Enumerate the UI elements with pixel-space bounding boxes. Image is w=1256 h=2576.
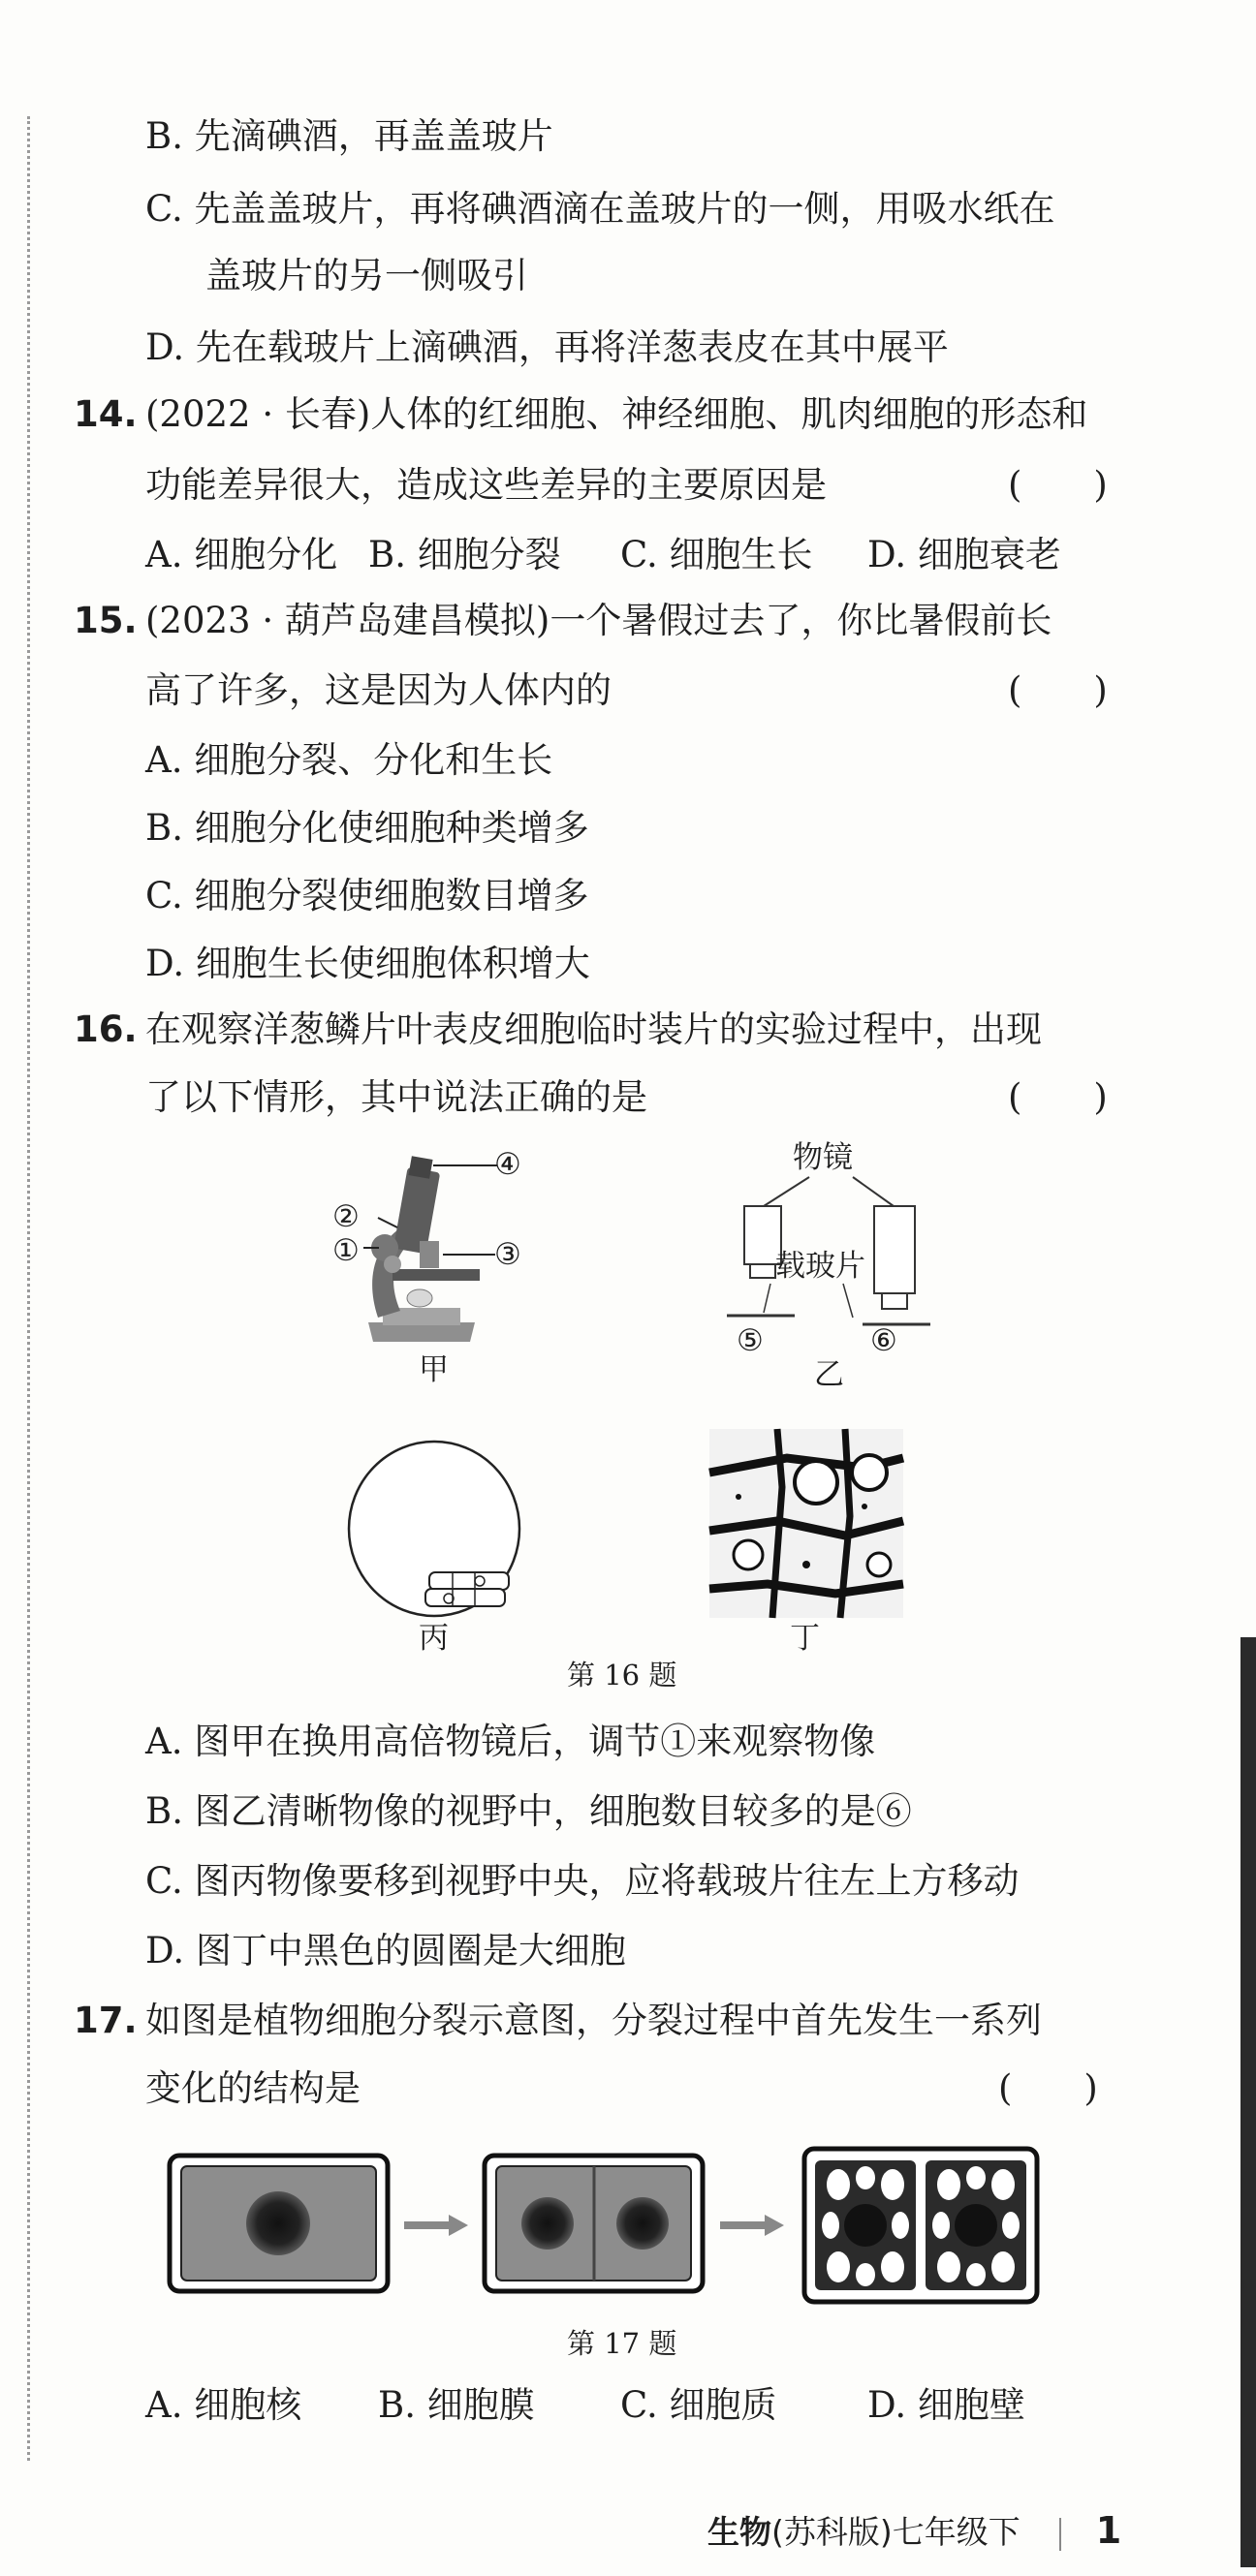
q13-option-c-line1: C. 先盖盖玻片，再将碘酒滴在盖玻片的一侧，用吸水纸在	[145, 188, 1055, 230]
q15-answer-paren: ( )	[1008, 669, 1108, 711]
page-number: 1	[1095, 2509, 1122, 2552]
q13-option-c-line2: 盖玻片的另一侧吸引	[205, 255, 528, 296]
q16-option-d: D. 图丁中黑色的圆圈是大细胞	[145, 1930, 626, 1971]
label-3: ③	[494, 1237, 521, 1272]
q16-answer-paren: ( )	[1008, 1076, 1108, 1118]
q14-number: 14.	[74, 393, 138, 435]
q17-option-a: A. 细胞核	[145, 2384, 302, 2426]
q16-option-a: A. 图甲在换用高倍物镜后，调节①来观察物像	[145, 1721, 876, 1762]
figure-label-bing: 丙	[419, 1621, 449, 1656]
label-1: ①	[332, 1233, 360, 1268]
q16-stem-line1: 在观察洋葱鳞片叶表皮细胞临时装片的实验过程中，出现	[145, 1009, 1042, 1050]
q15-number: 15.	[74, 600, 138, 641]
q16-figure-caption: 第 16 题	[567, 1659, 677, 1691]
q17-figure-caption: 第 17 题	[567, 2327, 677, 2360]
footer-grade: 七年级下	[892, 2513, 1020, 2551]
q16-option-b: B. 图乙清晰物像的视野中，细胞数目较多的是⑥	[145, 1790, 912, 1832]
footer-subject: 生物	[707, 2513, 771, 2551]
q15-option-d: D. 细胞生长使细胞体积增大	[145, 943, 590, 984]
q17-option-d: D. 细胞壁	[867, 2384, 1025, 2426]
footer-edition: (苏科版)	[771, 2513, 893, 2551]
figure-label-yi: 乙	[814, 1357, 844, 1392]
label-objective: 物镜	[793, 1140, 853, 1175]
q15-option-a: A. 细胞分裂、分化和生长	[145, 739, 553, 781]
q17-option-b: B. 细胞膜	[378, 2384, 535, 2426]
label-5: ⑤	[737, 1323, 764, 1358]
q17-answer-paren: ( )	[998, 2067, 1098, 2109]
q16-option-c: C. 图丙物像要移到视野中央，应将载玻片往左上方移动	[145, 1860, 1020, 1902]
q14-option-b: B. 细胞分裂	[368, 534, 561, 575]
footer-separator	[1059, 2518, 1061, 2551]
figure-bing-field-of-view	[344, 1439, 528, 1623]
q17-number: 17.	[74, 2000, 138, 2041]
binding-edge	[27, 116, 30, 2461]
q14-option-c: C. 细胞生长	[620, 534, 813, 575]
label-2: ②	[332, 1199, 360, 1234]
figure-label-jia: 甲	[419, 1352, 449, 1387]
q13-option-d: D. 先在载玻片上滴碘酒，再将洋葱表皮在其中展平	[145, 326, 949, 368]
q16-number: 16.	[74, 1009, 138, 1050]
q13-option-b: B. 先滴碘酒，再盖盖玻片	[145, 115, 553, 157]
q16-stem-line2: 了以下情形，其中说法正确的是	[145, 1076, 647, 1118]
q15-option-c: C. 细胞分裂使细胞数目增多	[145, 875, 589, 916]
q14-answer-paren: ( )	[1008, 464, 1108, 506]
figure-plant-cell-division	[160, 2141, 1100, 2315]
label-6: ⑥	[870, 1323, 897, 1358]
figure-label-ding: 丁	[790, 1621, 820, 1656]
figure-ding-cells-with-bubbles	[709, 1429, 903, 1618]
q14-stem-line1: (2022 · 长春)人体的红细胞、神经细胞、肌肉细胞的形态和	[145, 393, 1088, 435]
q17-stem-line1: 如图是植物细胞分裂示意图，分裂过程中首先发生一系列	[145, 2000, 1042, 2041]
page-edge-bar	[1240, 1637, 1256, 2567]
q14-option-d: D. 细胞衰老	[867, 534, 1061, 575]
q17-option-c: C. 细胞质	[620, 2384, 777, 2426]
q15-option-b: B. 细胞分化使细胞种类增多	[145, 807, 589, 849]
q15-stem-line2: 高了许多，这是因为人体内的	[145, 669, 612, 711]
label-4: ④	[494, 1147, 521, 1182]
page-footer	[707, 2507, 1121, 2553]
q14-stem-line2: 功能差异很大，造成这些差异的主要原因是	[145, 464, 827, 506]
figure-yi-objectives	[717, 1148, 950, 1342]
q14-option-a: A. 细胞分化	[145, 534, 338, 575]
q15-stem-line1: (2023 · 葫芦岛建昌模拟)一个暑假过去了，你比暑假前长	[145, 600, 1052, 641]
label-slide: 载玻片	[775, 1249, 865, 1284]
q17-stem-line2: 变化的结构是	[145, 2067, 361, 2109]
